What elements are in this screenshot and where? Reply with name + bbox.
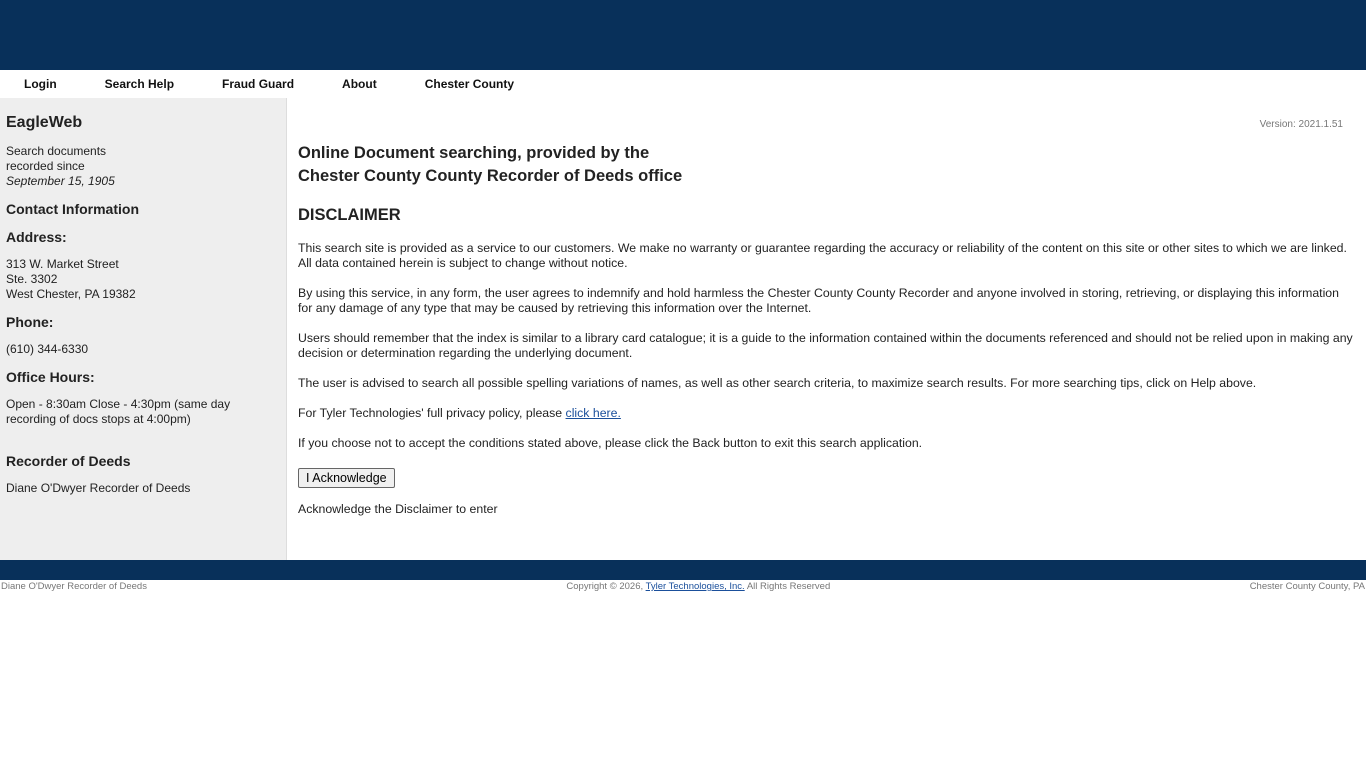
title-line: Online Document searching, provided by the <box>298 144 650 162</box>
nav-about[interactable]: About <box>342 77 377 91</box>
hours: Open - 8:30am Close - 4:30pm (same day recording of docs stops at 4:00pm) <box>6 397 231 426</box>
address-line: Ste. 3302 <box>6 272 58 286</box>
recorder: Diane O'Dwyer Recorder of Deeds <box>6 481 191 495</box>
tyler-link[interactable]: Tyler Technologies, Inc. <box>645 581 745 592</box>
footer-copyright <box>566 581 830 592</box>
recorder-heading: Recorder of Deeds <box>6 453 131 469</box>
paragraph: This search site is provided as a service to our customers. We make no warranty or guarantee regarding the accuracy or reliability of the content on this site or other sites to which we are linked. All data contained herein is subject to change without notice. <box>298 241 1347 270</box>
ack-note: Acknowledge the Disclaimer to enter <box>298 502 498 516</box>
page-title <box>298 142 1355 188</box>
nav-search-help[interactable]: Search Help <box>104 77 175 91</box>
title-line: Chester County County Recorder of Deeds office <box>298 167 683 185</box>
hours-heading: Office Hours: <box>6 369 95 385</box>
rights-text: All Rights Reserved <box>744 581 831 592</box>
address <box>6 257 280 302</box>
address-heading: Address: <box>6 229 67 245</box>
privacy-link[interactable]: click here. <box>565 406 621 420</box>
intro-line: recorded since <box>6 159 85 173</box>
nav-fraud-guard[interactable]: Fraud Guard <box>222 77 295 91</box>
address-line: West Chester, PA 19382 <box>6 287 136 301</box>
contact-heading: Contact Information <box>6 201 139 217</box>
sidebar <box>0 98 287 560</box>
footer-right: Chester County County, PA <box>1249 581 1365 592</box>
privacy-text: For Tyler Technologies' full privacy policy, please <box>298 406 566 420</box>
copyright-text: Copyright © 2026, <box>566 581 646 592</box>
phone: (610) 344-6330 <box>6 342 89 356</box>
version: Version: 2021.1.51 <box>1259 119 1343 130</box>
disclaimer-heading: DISCLAIMER <box>298 206 401 224</box>
paragraph: By using this service, in any form, the user agrees to indemnify and hold harmless the Chester County County Recorder and anyone involved in storing, retrieving, or displaying this information for any damage of any type that may be caused by retrieving this information over the Internet. <box>298 286 1339 315</box>
header-banner <box>0 0 1366 70</box>
address-line: 313 W. Market Street <box>6 257 119 271</box>
acknowledge-button[interactable]: I Acknowledge <box>298 468 395 488</box>
since-date: September 15, 1905 <box>6 174 115 188</box>
footer-left: Diane O'Dwyer Recorder of Deeds <box>1 581 147 592</box>
paragraph: If you choose not to accept the conditions stated above, please click the Back button to exit this search application. <box>298 436 923 450</box>
nav-login[interactable]: Login <box>24 77 57 91</box>
footer-bar <box>0 560 1366 580</box>
nav-chester-county[interactable]: Chester County <box>424 77 515 91</box>
paragraph: Users should remember that the index is similar to a library card catalogue; it is a guide to the information contained within the documents referenced and should not be relied upon in making any decision or determination regarding the underlying document. <box>298 331 1353 360</box>
main-content <box>287 98 1366 560</box>
intro-line: Search documents <box>6 144 107 158</box>
footer <box>0 580 1366 593</box>
intro <box>6 144 280 189</box>
app-title: EagleWeb <box>6 114 83 131</box>
privacy-paragraph <box>298 406 1355 421</box>
paragraph: The user is advised to search all possible spelling variations of names, as well as other search criteria, to maximize search results. For more searching tips, click on Help above. <box>298 376 1257 390</box>
phone-heading: Phone: <box>6 314 54 330</box>
top-nav <box>0 70 1366 98</box>
